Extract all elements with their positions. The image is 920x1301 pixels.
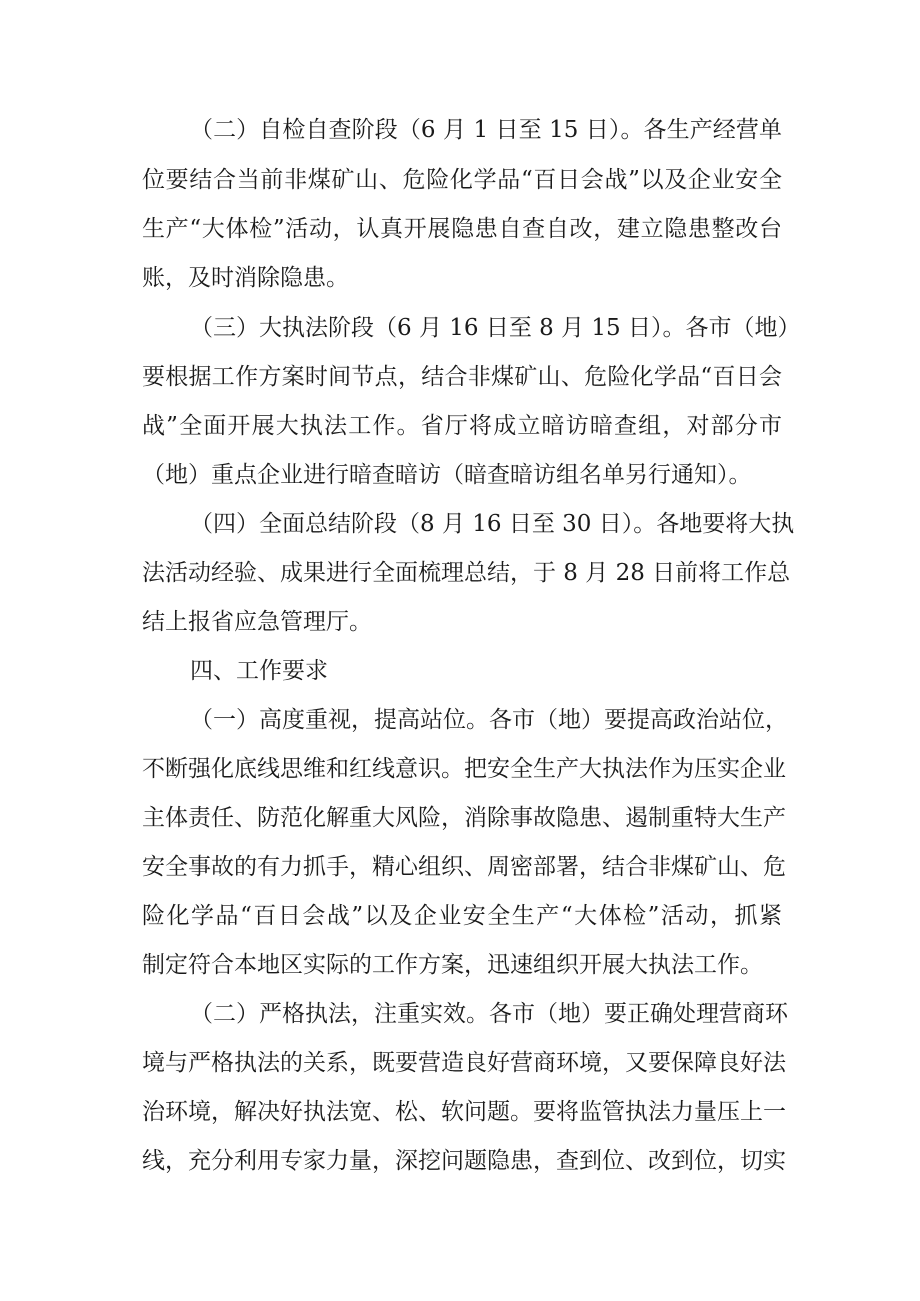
requirement-1-line-3: 主体责任、防范化解重大风险，消除事故隐患、遏制重特大生产 (142, 805, 786, 831)
paragraph-2-line-2: 位要结合当前非煤矿山、危险化学品“百日会战”以及企业安全 (142, 167, 782, 193)
requirement-1-line-5: 险化学品“百日会战”以及企业安全生产“大体检”活动，抓紧 (142, 903, 782, 929)
paragraph-4-line-2: 法活动经验、成果进行全面梳理总结，于 8 月 28 日前将工作总 (142, 560, 791, 586)
paragraph-4-line-1: （四）全面总结阶段（8 月 16 日至 30 日）。各地要将大执 (190, 511, 795, 537)
paragraph-3-line-3: 战”全面开展大执法工作。省厅将成立暗访暗查组，对部分市 (142, 413, 782, 439)
requirement-1-line-4: 安全事故的有力抓手，精心组织、周密部署，结合非煤矿山、危 (142, 854, 786, 880)
requirement-2-line-3: 治环境，解决好执法宽、松、软问题。要将监管执法力量压上一 (142, 1099, 786, 1125)
paragraph-3-line-1: （三）大执法阶段（6 月 16 日至 8 月 15 日）。各市（地） (190, 315, 801, 341)
paragraph-2-line-3: 生产“大体检”活动，认真开展隐患自查自改，建立隐患整改台 (142, 216, 782, 242)
requirement-2-line-2: 境与严格执法的关系，既要营造良好营商环境，又要保障良好法 (142, 1050, 786, 1076)
requirement-1-line-6: 制定符合本地区实际的工作方案，迅速组织开展大执法工作。 (142, 952, 763, 978)
requirement-1-line-2: 不断强化底线思维和红线意识。把安全生产大执法作为压实企业 (142, 756, 786, 782)
requirement-2-line-1: （二）严格执法，注重实效。各市（地）要正确处理营商环 (190, 1001, 788, 1027)
requirement-2-line-4: 线，充分利用专家力量，深挖问题隐患，查到位、改到位，切实 (142, 1148, 786, 1174)
paragraph-3-line-2: 要根据工作方案时间节点，结合非煤矿山、危险化学品“百日会 (142, 364, 782, 390)
section-heading-work-requirements: 四、工作要求 (190, 658, 328, 684)
paragraph-2-line-4: 账，及时消除隐患。 (142, 265, 349, 291)
paragraph-4-line-3: 结上报省应急管理厅。 (142, 609, 372, 635)
paragraph-2-line-1: （二）自检自查阶段（6 月 1 日至 15 日）。各生产经营单 (190, 117, 782, 143)
paragraph-3-line-4: （地）重点企业进行暗查暗访（暗查暗访组名单另行通知）。 (142, 462, 752, 488)
requirement-1-line-1: （一）高度重视，提高站位。各市（地）要提高政治站位， (190, 707, 788, 733)
